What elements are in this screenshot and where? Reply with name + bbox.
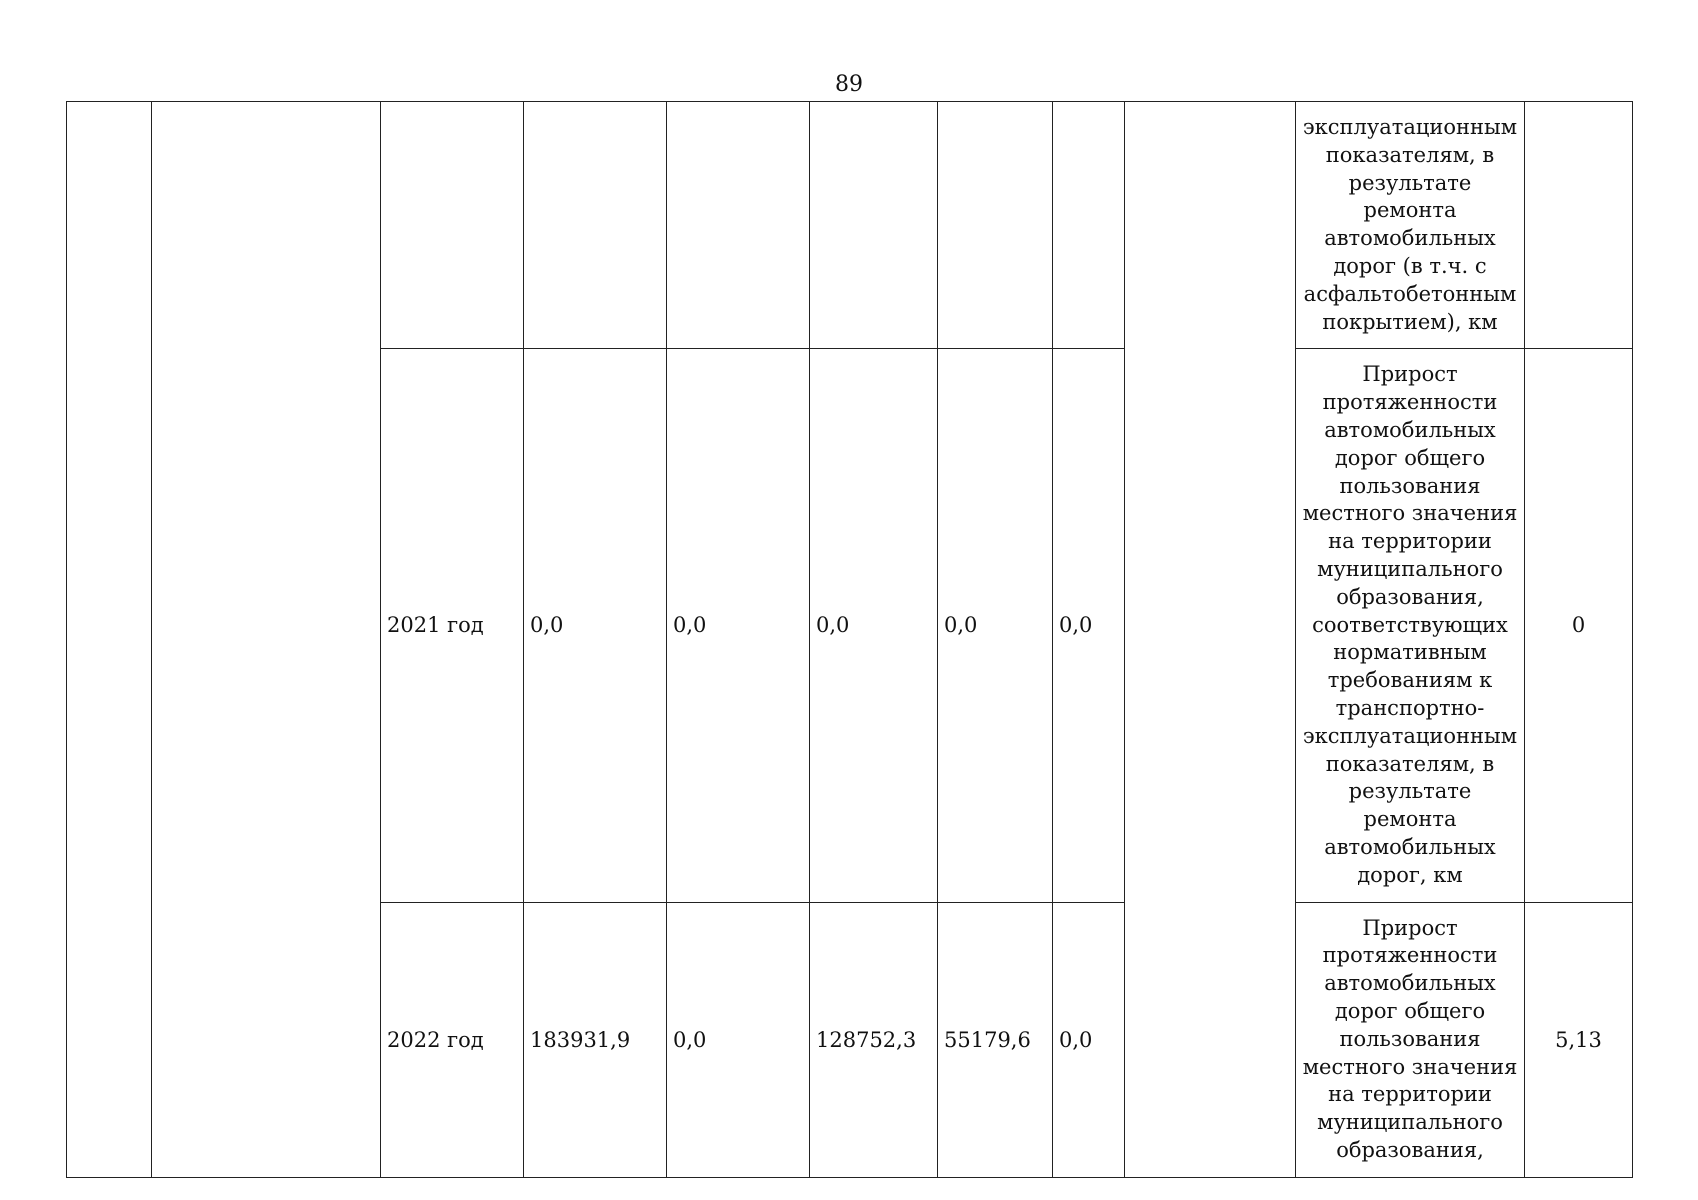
federal-budget-cell: 0,0 (667, 902, 810, 1177)
indicator-cell: Прирост протяженности автомобильных дорог общего пользования местного значения на территории муниципального образования, (1296, 902, 1525, 1177)
total-funding-cell (524, 102, 667, 349)
target-value-cell (1525, 102, 1633, 349)
year-cell: 2021 год (381, 349, 524, 902)
indicator-cell: Прирост протяженности автомобильных дорог общего пользования местного значения на территории муниципального образования, соответствующих нормативным требованиям к транспортно-эксплуатационным показателям, в результате ремонта автомобильных дорог, км (1296, 349, 1525, 902)
local-budget-cell (938, 102, 1053, 349)
year-cell: 2022 год (381, 902, 524, 1177)
other-sources-cell (1053, 102, 1125, 349)
regional-budget-cell: 128752,3 (810, 902, 938, 1177)
other-sources-cell: 0,0 (1053, 349, 1125, 902)
regional-budget-cell: 0,0 (810, 349, 938, 902)
federal-budget-cell (667, 102, 810, 349)
regional-budget-cell (810, 102, 938, 349)
total-funding-cell: 183931,9 (524, 902, 667, 1177)
executor-cell (1125, 102, 1296, 1178)
target-value-cell: 5,13 (1525, 902, 1633, 1177)
target-value-cell: 0 (1525, 349, 1633, 902)
page-number: 89 (835, 72, 863, 97)
total-funding-cell: 0,0 (524, 349, 667, 902)
program-table (66, 101, 1633, 1178)
local-budget-cell: 55179,6 (938, 902, 1053, 1177)
federal-budget-cell: 0,0 (667, 349, 810, 902)
table-row (67, 102, 1633, 349)
year-cell (381, 102, 524, 349)
local-budget-cell: 0,0 (938, 349, 1053, 902)
activity-name-cell (152, 102, 381, 1178)
indicator-cell: эксплуатационным показателям, в результате ремонта автомобильных дорог (в т.ч. с асфальтобетонным покрытием), км (1296, 102, 1525, 349)
other-sources-cell: 0,0 (1053, 902, 1125, 1177)
number-cell (67, 102, 152, 1178)
